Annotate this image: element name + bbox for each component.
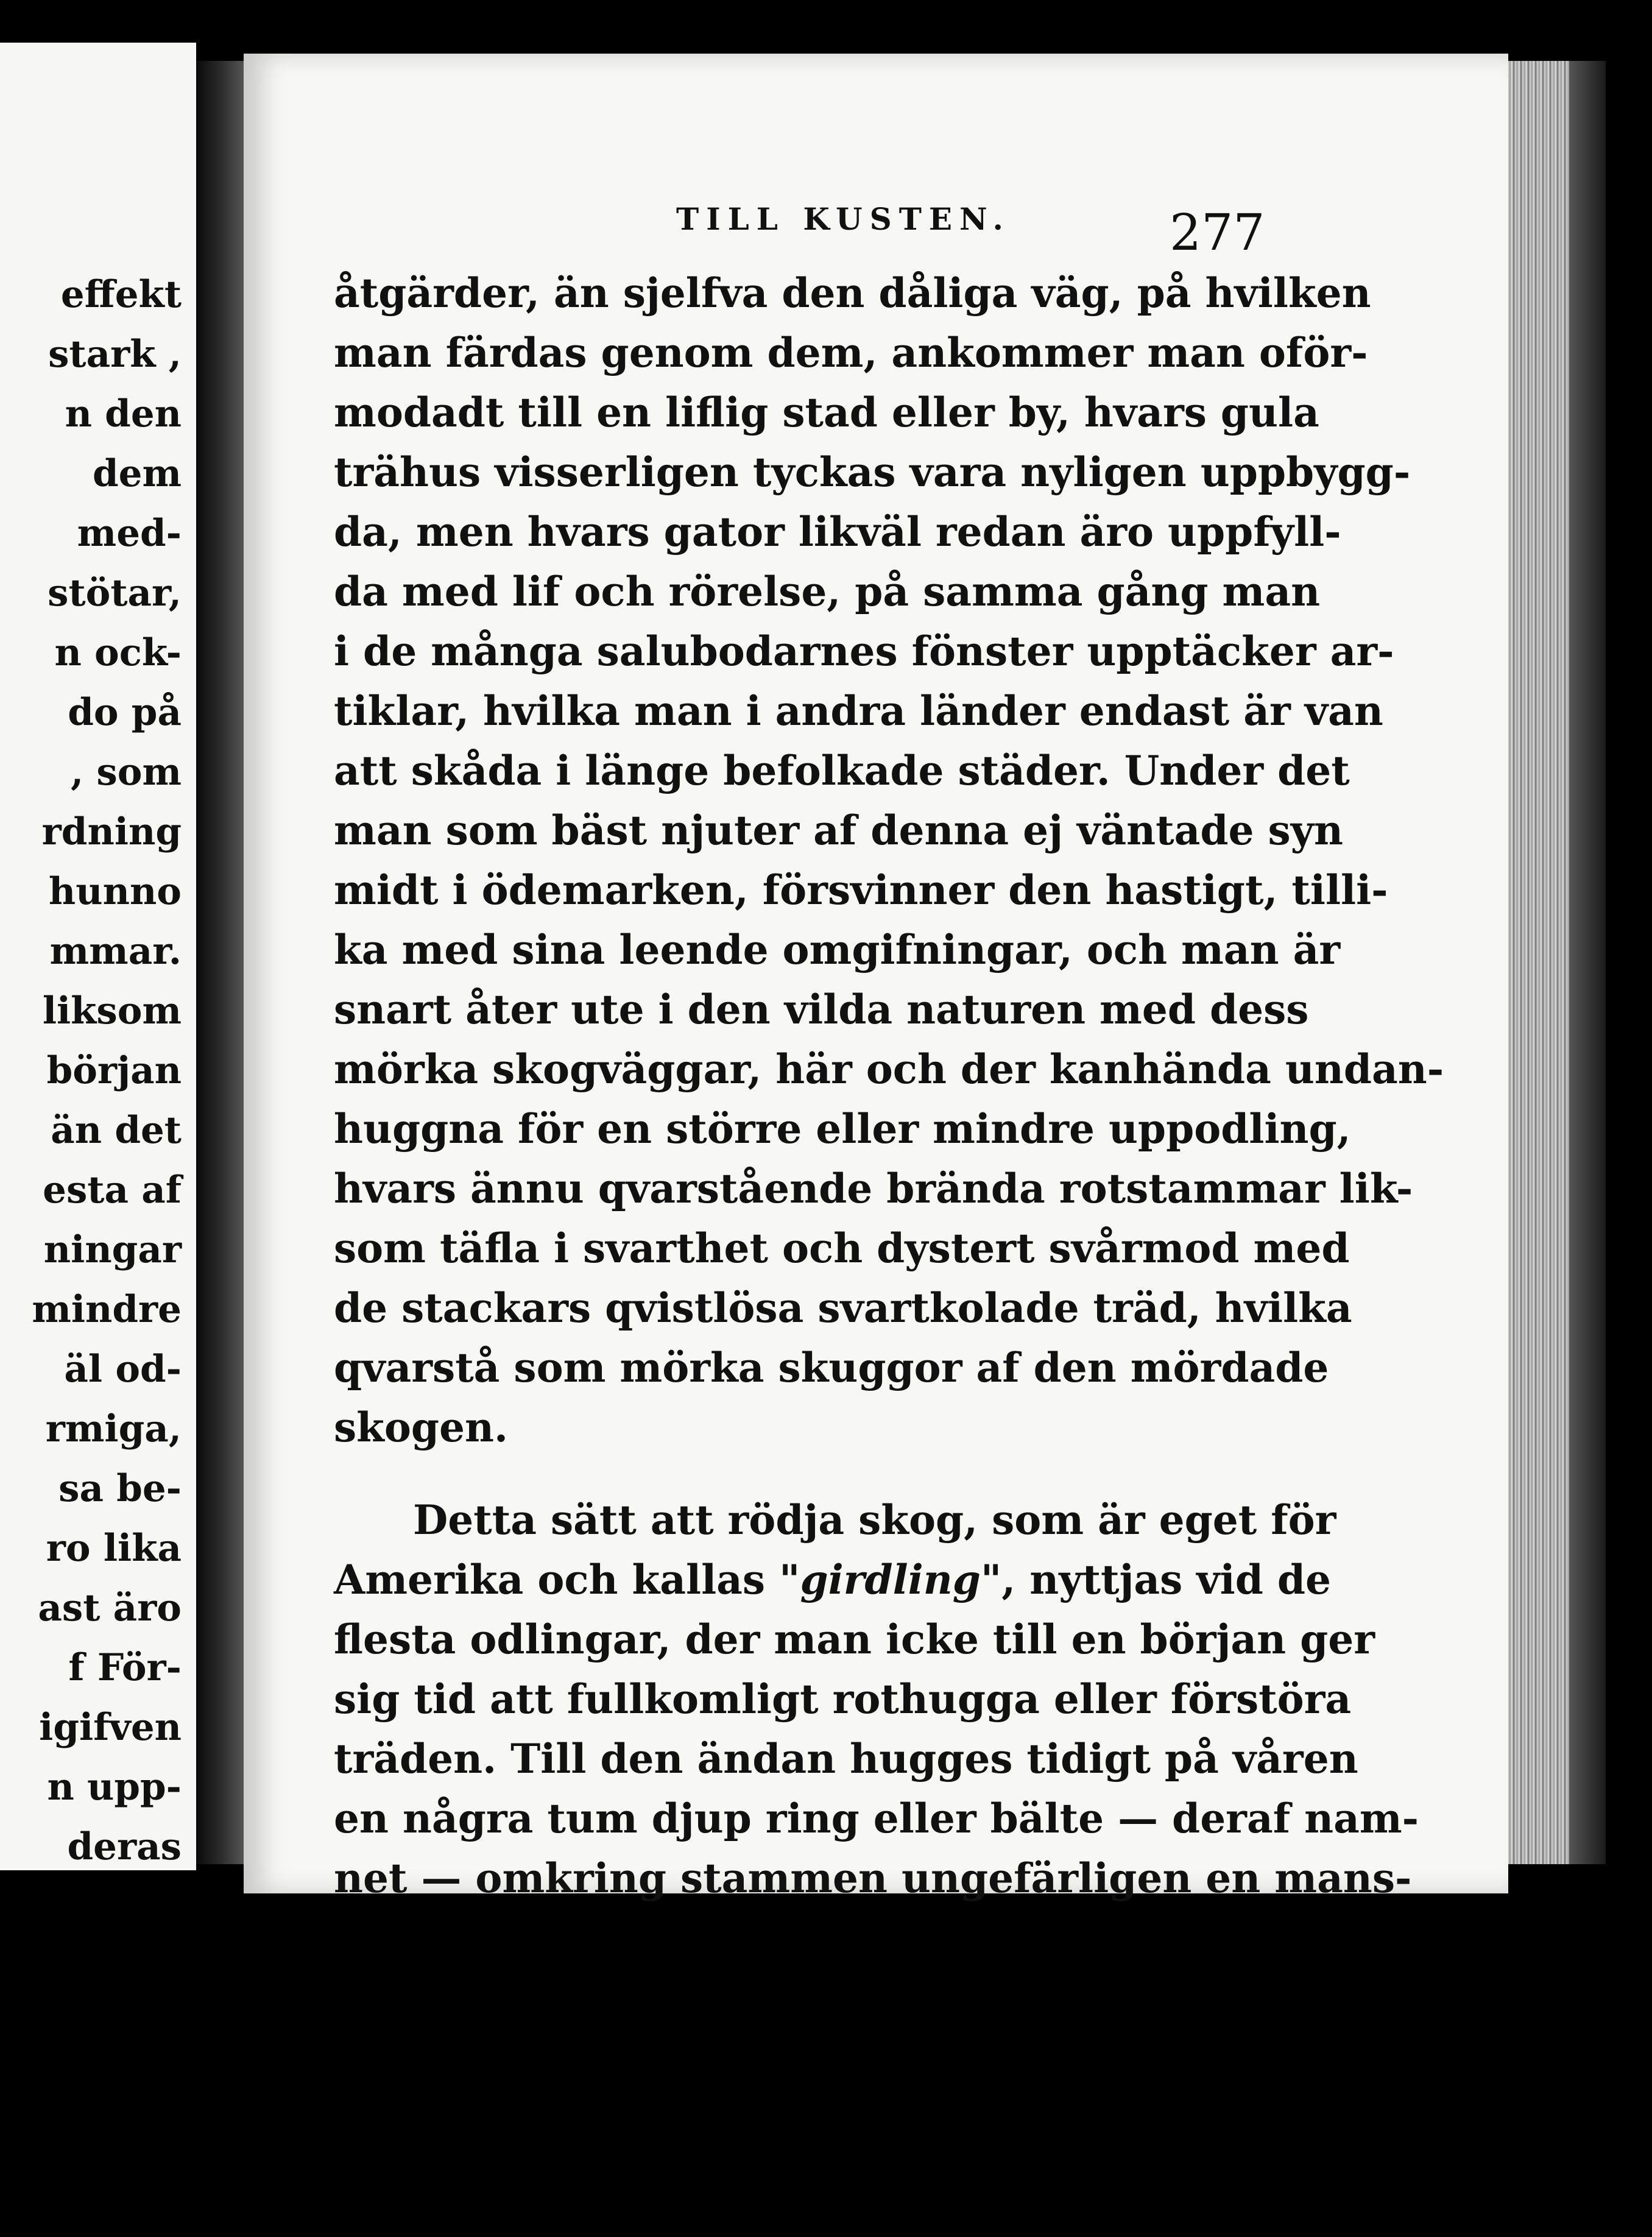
- text-line: som täfla i svarthet och dystert svårmod med: [334, 1225, 1350, 1272]
- text-line: åtgärder, än sjelfva den dåliga väg, på hvilken: [334, 269, 1371, 317]
- left-page-line: hunno: [48, 870, 182, 913]
- text-line: qvarstå som mörka skuggor af den mördade: [334, 1344, 1329, 1391]
- paragraph-2: [334, 1490, 1419, 1908]
- left-page-line: n ock-: [54, 631, 182, 674]
- paragraph-1: [334, 263, 1444, 1457]
- text-line: träden. Till den ändan hugges tidigt på våren: [334, 1735, 1358, 1783]
- text-line: tiklar, hvilka man i andra länder endast är van: [334, 687, 1383, 735]
- text-line: skogen.: [334, 1404, 509, 1451]
- text-line: ka med sina leende omgifningar, och man är: [334, 926, 1341, 974]
- left-page-line: rmiga,: [45, 1407, 182, 1451]
- left-page-line: liksom: [42, 989, 182, 1033]
- text-line: da med lif och rörelse, på samma gång man: [334, 568, 1321, 615]
- text-line: i de många salubodarnes fönster upptäcker ar-: [334, 627, 1394, 675]
- text-segment: ", nyttjas vid de: [980, 1556, 1331, 1603]
- text-line: att skåda i länge befolkade städer. Under det: [334, 747, 1350, 794]
- text-line: man som bäst njuter af denna ej väntade syn: [334, 807, 1343, 854]
- left-page-line: deras: [67, 1825, 182, 1868]
- text-line: Detta sätt att rödja skog, som är eget för: [413, 1496, 1336, 1544]
- left-page-fragment: [0, 43, 196, 1870]
- text-line: flesta odlingar, der man icke till en början ger: [334, 1616, 1375, 1663]
- left-page-text-column: [0, 265, 182, 1877]
- left-page-line: än det: [51, 1109, 182, 1152]
- left-page-line: ningar: [43, 1228, 182, 1271]
- body-text: [334, 263, 1444, 1908]
- left-page-line: början: [46, 1049, 182, 1092]
- left-page-line: mindre: [32, 1288, 182, 1331]
- text-line: modadt till en liflig stad eller by, hvars gula: [334, 389, 1319, 436]
- left-page-line: , som: [70, 751, 182, 794]
- left-page-line: do på: [68, 691, 182, 734]
- left-page-line: f För-: [68, 1646, 182, 1689]
- text-line: en några tum djup ring eller bälte — deraf nam-: [334, 1795, 1419, 1842]
- left-page-line: ro lika: [46, 1527, 182, 1570]
- text-line: snart åter ute i den vilda naturen med dess: [334, 986, 1309, 1033]
- text-line: da, men hvars gator likväl redan äro uppfyll-: [334, 508, 1341, 556]
- left-page-line: med-: [77, 512, 182, 555]
- text-line: sig tid att fullkomligt rothugga eller förstöra: [334, 1675, 1352, 1723]
- left-page-line: stark ,: [48, 333, 182, 376]
- text-line: de stackars qvistlösa svartkolade träd, hvilka: [334, 1284, 1352, 1332]
- left-page-line: sa be-: [58, 1467, 182, 1510]
- left-page-line: äl od-: [64, 1348, 182, 1391]
- text-line: hvars ännu qvarstående brända rotstammar lik-: [334, 1165, 1413, 1212]
- left-page-line: rdning: [41, 810, 182, 853]
- page-edge-stack: [1508, 61, 1569, 1864]
- page-number: 277: [1170, 204, 1265, 262]
- text-line: trähus visserligen tyckas vara nyligen uppbygg-: [334, 448, 1411, 496]
- text-line-with-italic: [334, 1550, 1331, 1610]
- left-page-line: effekt: [60, 273, 182, 316]
- italic-term-girdling: girdling: [800, 1556, 981, 1603]
- left-page-line: stötar,: [48, 571, 182, 615]
- text-line: net — omkring stammen ungefärligen en mans-: [334, 1854, 1412, 1902]
- text-line: midt i ödemarken, försvinner den hastigt, tilli-: [334, 866, 1388, 914]
- left-page-line: dem: [92, 452, 182, 495]
- running-head: TILL KUSTEN.: [676, 201, 1011, 237]
- text-line: man färdas genom dem, ankommer man oför-: [334, 329, 1368, 376]
- book-cover-edge: [1569, 61, 1606, 1864]
- left-page-line: ast äro: [38, 1586, 182, 1630]
- left-page-line: esta af: [43, 1168, 182, 1212]
- text-segment: Amerika och kallas ": [334, 1556, 800, 1603]
- book-gutter: [196, 61, 244, 1864]
- left-page-line: mmar.: [49, 930, 182, 973]
- left-page-line: n den: [65, 392, 182, 436]
- left-page-line: n upp-: [47, 1765, 182, 1809]
- left-page-line: igifven: [39, 1706, 182, 1749]
- text-line: huggna för en större eller mindre uppodling,: [334, 1105, 1351, 1153]
- text-line: mörka skogväggar, här och der kanhända undan-: [334, 1045, 1444, 1093]
- paragraph-gap: [334, 1457, 1229, 1490]
